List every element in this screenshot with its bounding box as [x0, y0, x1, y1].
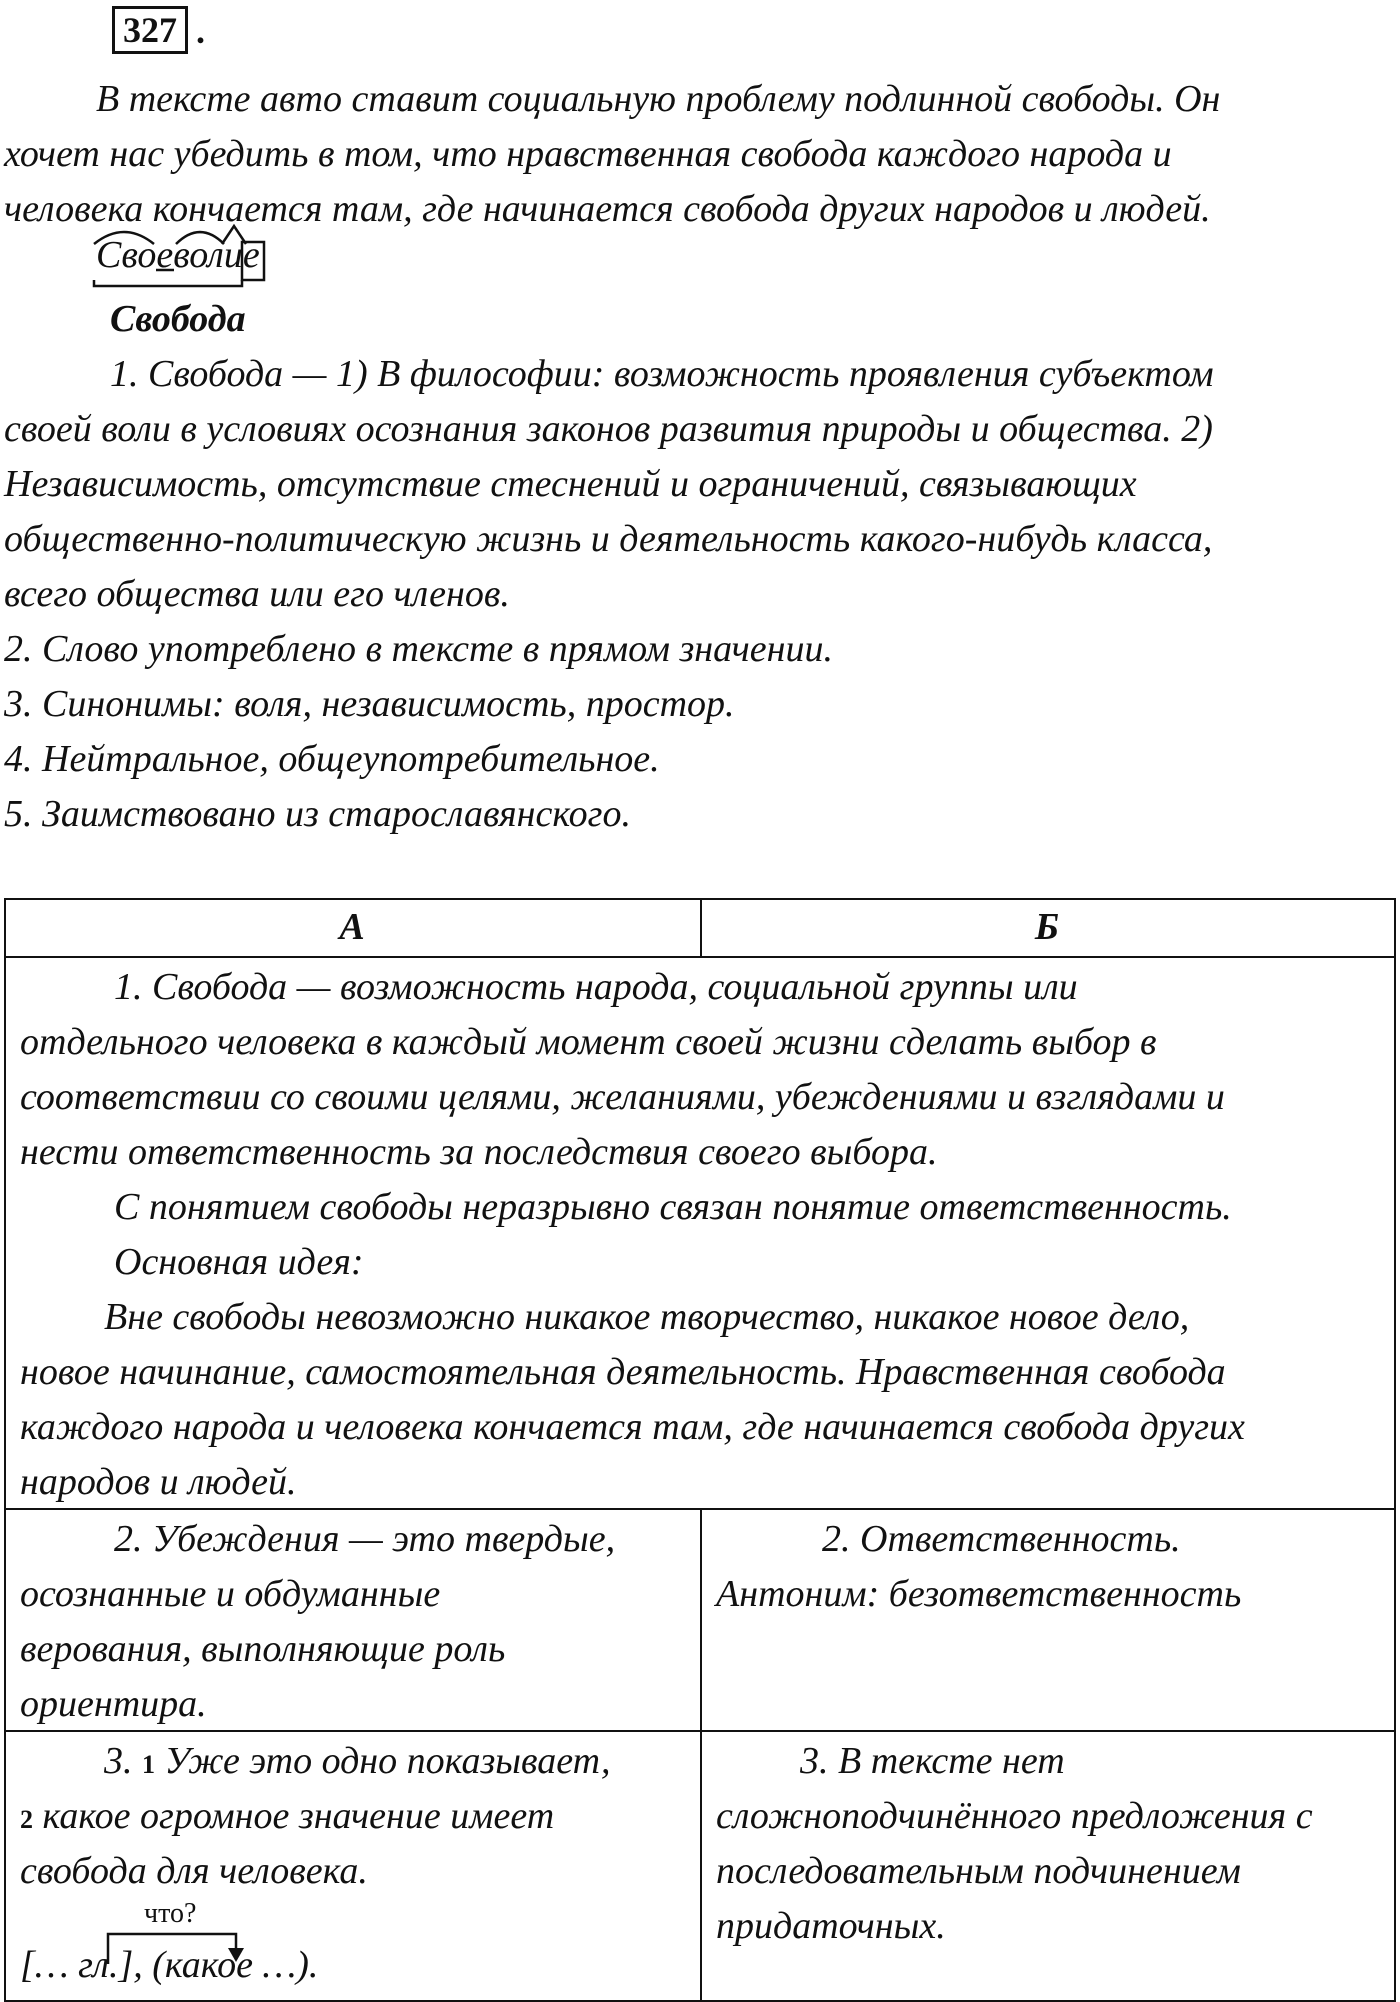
morphemic-word — [96, 228, 260, 283]
clause-number-1: 1 — [142, 1750, 155, 1779]
column-header-b: Б — [1034, 906, 1060, 948]
row2b-line-1: 2. Ответственность. — [822, 1518, 1181, 1560]
row1-line-1: 1. Свобода — возможность народа, социальной группы или — [114, 966, 1078, 1008]
scheme-text: [… гл.], (какое …). — [20, 1944, 319, 1986]
row3a-text-2: какое огромное значение имеет — [42, 1795, 555, 1837]
scheme-question: что? — [144, 1898, 197, 1929]
root-arc-2 — [176, 232, 224, 244]
row1-line-4: нести ответственность за последствия своего выбора. — [20, 1131, 938, 1173]
intro-line-3: человека кончается там, где начинается свобода других народов и людей. — [4, 188, 1211, 230]
row3a-line-2 — [20, 1789, 554, 1847]
root-arc-1 — [94, 232, 154, 244]
row1-line-10: народов и людей. — [20, 1461, 297, 1503]
definition-line-3: Независимость, отсутствие стеснений и ограничений, связывающих — [4, 463, 1137, 505]
morphemic-word-text: Своеволие — [96, 234, 260, 276]
clause-number-2: 2 — [20, 1805, 33, 1834]
exercise-number: 327 — [112, 6, 188, 54]
exercise-number-dot: . — [196, 11, 205, 51]
row2a-line-4: ориентира. — [20, 1683, 207, 1725]
definition-line-8: 4. Нейтральное, общеупотребительное. — [4, 738, 660, 780]
definition-line-7: 3. Синонимы: воля, независимость, простор. — [4, 683, 735, 725]
definition-line-4: общественно-политическую жизнь и деятельность какого-нибудь класса, — [4, 518, 1213, 560]
ending-box — [242, 242, 264, 280]
row3b-line-1: 3. В тексте нет — [800, 1740, 1065, 1782]
row2a-line-3: верования, выполняющие роль — [20, 1628, 506, 1670]
row1-line-6: Основная идея: — [114, 1241, 364, 1283]
intro-line-1: В тексте авто ставит социальную проблему подлинной свободы. Он — [96, 78, 1221, 120]
table-border-left — [4, 898, 6, 2000]
row2a-line-1: 2. Убеждения — это твердые, — [114, 1518, 616, 1560]
row1-line-5: С понятием свободы неразрывно связан понятие ответственность. — [114, 1186, 1232, 1228]
row3b-line-4: придаточных. — [716, 1905, 946, 1947]
table-body-split — [700, 1508, 702, 2000]
row1-line-2: отдельного человека в каждый момент своей жизни сделать выбор в — [20, 1021, 1157, 1063]
sentence-scheme — [4, 1898, 404, 1998]
row3a-text-1: Уже это одно показывает, — [164, 1740, 611, 1782]
row1-line-9: каждого народа и человека кончается там, где начинается свобода других — [20, 1406, 1245, 1448]
definition-line-1: 1. Свобода — 1) В философии: возможность проявления субъектом — [110, 353, 1214, 395]
row2b-line-2: Антоним: безответственность — [716, 1573, 1242, 1615]
row1-line-8: новое начинание, самостоятельная деятельность. Нравственная свобода — [20, 1351, 1226, 1393]
row3a-line-3: свобода для человека. — [20, 1850, 368, 1892]
definition-line-2: своей воли в условиях осознания законов развития природы и общества. 2) — [4, 408, 1213, 450]
definition-heading: Свобода — [110, 298, 246, 340]
intro-line-2: хочет нас убедить в том, что нравственная свобода каждого народа и — [4, 133, 1172, 175]
column-header-a: А — [339, 906, 365, 948]
row1-line-3: соответствии со своими целями, желаниями, убеждениями и взглядами и — [20, 1076, 1225, 1118]
row2a-line-2: осознанные и обдуманные — [20, 1573, 441, 1615]
stem-bracket — [94, 280, 242, 286]
table-header-divider — [4, 956, 1396, 958]
morpheme-marks — [92, 222, 292, 292]
definition-line-6: 2. Слово употреблено в тексте в прямом значении. — [4, 628, 833, 670]
row3a-line-1 — [104, 1734, 611, 1792]
definition-line-5: всего общества или его членов. — [4, 573, 510, 615]
table-border-right — [1394, 898, 1396, 2000]
row3b-line-3: последовательным подчинением — [716, 1850, 1241, 1892]
row1-line-7: Вне свободы невозможно никакое творчество, никакое новое дело, — [104, 1296, 1190, 1338]
row3b-line-2: сложноподчинённого предложения с — [716, 1795, 1313, 1837]
definition-line-9: 5. Заимствовано из старославянского. — [4, 793, 631, 835]
row3a-prefix: 3. — [104, 1740, 133, 1782]
